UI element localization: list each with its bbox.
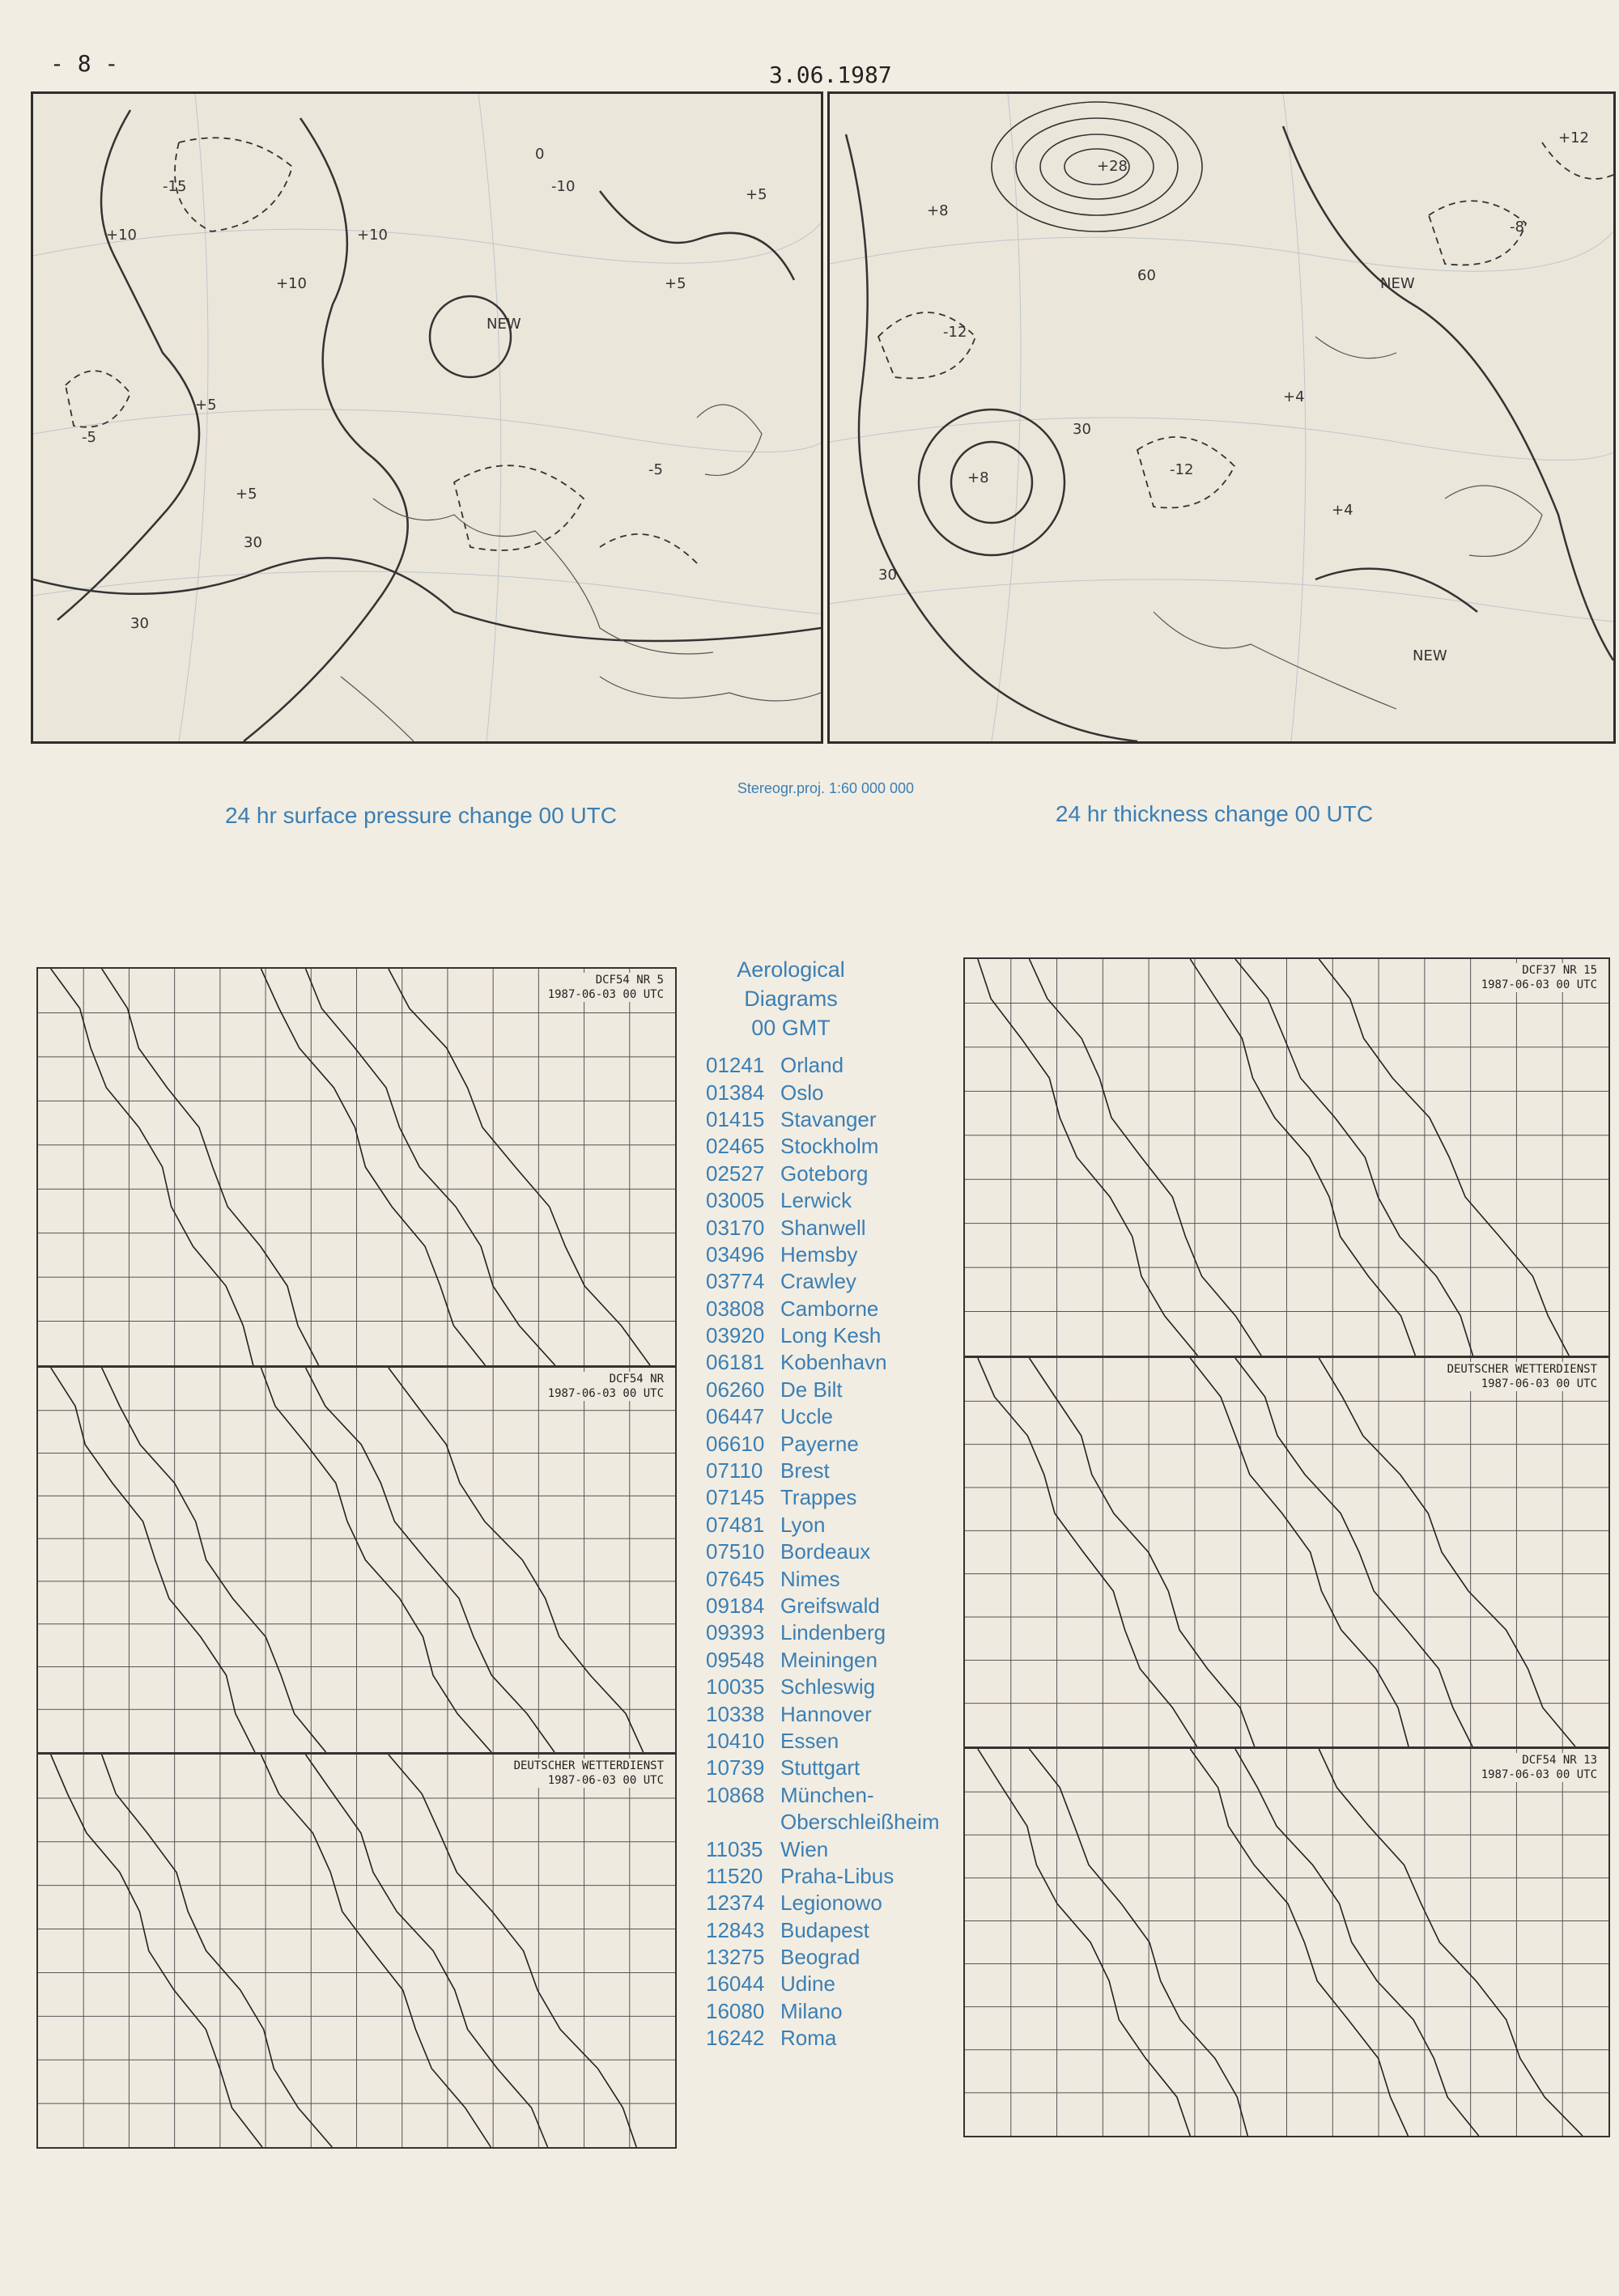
station-name: Budapest: [780, 1917, 869, 1942]
station-row: [706, 1700, 973, 1727]
station-row: [706, 1296, 973, 1322]
station-name: Oslo: [780, 1080, 824, 1105]
aerological-diagram: [963, 1356, 1610, 1748]
station-row: [706, 1512, 973, 1538]
legend-title: Aerological Diagrams 00 GMT: [737, 957, 845, 1040]
station-row: [706, 1863, 973, 1890]
diagram-plot: [965, 959, 1608, 1356]
station-code: 01415: [706, 1106, 765, 1131]
station-row: [706, 1755, 973, 1781]
svg-text:+5: +5: [665, 275, 686, 292]
station-code: 01384: [706, 1080, 765, 1105]
svg-text:NEW: NEW: [1413, 647, 1447, 664]
station-code: 02527: [706, 1161, 765, 1186]
svg-text:30: 30: [244, 534, 262, 551]
svg-text:-10: -10: [551, 178, 576, 195]
station-name: Camborne: [780, 1296, 879, 1321]
projection-note: Stereogr.proj. 1:60 000 000: [737, 780, 915, 796]
left-map-caption: 24 hr surface pressure change 00 UTC: [224, 803, 618, 828]
station-code: 11520: [706, 1863, 763, 1888]
station-row: [706, 1971, 973, 1997]
station-name: Stavanger: [780, 1106, 877, 1131]
svg-text:60: 60: [1137, 267, 1156, 284]
aerological-diagram: [36, 1366, 677, 1754]
station-row: [706, 1430, 973, 1457]
svg-text:-8: -8: [1510, 219, 1524, 236]
station-code: 03774: [706, 1269, 765, 1294]
svg-text:-5: -5: [648, 461, 663, 478]
diagram-plot: [38, 969, 675, 1365]
aerological-diagram: [36, 967, 677, 1367]
station-name: Essen: [780, 1728, 839, 1753]
station-code: 10035: [706, 1674, 765, 1700]
station-name: Hannover: [780, 1701, 872, 1726]
station-row: [706, 1484, 973, 1511]
station-code: 06181: [706, 1350, 765, 1375]
station-code: 09184: [706, 1594, 765, 1618]
station-name: Lerwick: [780, 1188, 852, 1213]
station-code: 10868: [706, 1782, 765, 1807]
svg-text:0: 0: [535, 146, 545, 163]
page-number: - 8 -: [50, 50, 119, 77]
station-code: 03920: [706, 1323, 765, 1348]
svg-text:+28: +28: [1097, 158, 1128, 175]
page-date: 3.06.1987: [769, 62, 892, 88]
right-map-caption: 24 hr thickness change 00 UTC: [1055, 801, 1374, 826]
station-row: [706, 1133, 973, 1160]
station-row: [706, 1349, 973, 1376]
station-name: Shanwell: [780, 1215, 866, 1240]
station-name: Goteborg: [780, 1161, 869, 1186]
station-name: Nimes: [780, 1566, 840, 1591]
station-code: 11035: [706, 1836, 763, 1861]
station-code: 09393: [706, 1620, 765, 1645]
station-name: Stockholm: [780, 1134, 879, 1159]
svg-text:+10: +10: [106, 227, 137, 244]
station-code: 06447: [706, 1404, 765, 1429]
station-row: [706, 1052, 973, 1079]
station-name: Payerne: [780, 1431, 859, 1456]
station-row: [706, 1214, 973, 1241]
svg-text:-15: -15: [163, 178, 187, 195]
station-code: 10739: [706, 1755, 765, 1780]
station-name: De Bilt: [780, 1377, 843, 1402]
station-row: [706, 1836, 973, 1862]
station-name: Uccle: [780, 1404, 834, 1429]
station-row: [706, 1403, 973, 1430]
svg-text:+8: +8: [927, 202, 949, 219]
diagram-label: DCF37 NR 15 1987-06-03 00 UTC: [1478, 963, 1600, 992]
station-name: Brest: [780, 1458, 830, 1483]
station-code: 01241: [706, 1053, 765, 1078]
station-code: 06260: [706, 1377, 765, 1402]
station-name: Beograd: [780, 1945, 860, 1970]
diagram-plot: [38, 1755, 675, 2147]
station-row: [706, 1322, 973, 1349]
pressure-map-drawing: [33, 94, 821, 741]
station-row: [706, 1161, 973, 1187]
station-row: [706, 1106, 973, 1133]
station-name: Trappes: [780, 1485, 857, 1510]
station-name: Bordeaux: [780, 1539, 871, 1564]
station-code: 03808: [706, 1296, 765, 1321]
station-row: [706, 2025, 973, 2052]
station-legend: [706, 955, 973, 2052]
svg-text:+10: +10: [357, 227, 388, 244]
station-row: [706, 1377, 973, 1403]
station-row: [706, 1538, 973, 1565]
page-header: [0, 47, 1619, 88]
station-row: [706, 1890, 973, 1916]
station-code: 06610: [706, 1431, 765, 1456]
station-code: 13275: [706, 1945, 765, 1970]
station-name: München-: [780, 1782, 874, 1807]
diagram-plot: [965, 1749, 1608, 2136]
station-row: [706, 1241, 973, 1268]
svg-text:+5: +5: [195, 397, 217, 414]
station-code: 16242: [706, 2026, 765, 2051]
diagram-label: DCF54 NR 5 1987-06-03 00 UTC: [545, 973, 667, 1002]
station-row: [706, 1728, 973, 1755]
station-code: 03170: [706, 1215, 765, 1240]
station-row: [706, 1187, 973, 1214]
station-code: 03005: [706, 1188, 765, 1213]
station-name: Schleswig: [780, 1674, 876, 1700]
station-name: Legionowo: [780, 1891, 882, 1916]
diagram-label: DEUTSCHER WETTERDIENST 1987-06-03 00 UTC: [511, 1759, 667, 1788]
svg-text:+12: +12: [1558, 129, 1589, 146]
station-name: Crawley: [780, 1269, 856, 1294]
station-code: 07145: [706, 1485, 765, 1510]
svg-text:+5: +5: [746, 186, 767, 203]
diagram-label: DCF54 NR 13 1987-06-03 00 UTC: [1478, 1753, 1600, 1782]
svg-text:+4: +4: [1283, 388, 1305, 405]
station-row: [706, 1268, 973, 1295]
thickness-map-drawing: [830, 94, 1613, 741]
station-row: [706, 1809, 973, 1836]
svg-text:-5: -5: [82, 429, 96, 446]
station-row: [706, 1647, 973, 1674]
station-row: [706, 1998, 973, 2025]
aerological-diagram: [36, 1753, 677, 2149]
station-row: [706, 1619, 973, 1646]
station-name: Greifswald: [780, 1594, 880, 1618]
station-row: [706, 1944, 973, 1971]
station-name: Milano: [780, 1998, 843, 2023]
aerological-diagram: [963, 957, 1610, 1357]
station-name: Orland: [780, 1053, 844, 1078]
station-name: Roma: [780, 2026, 837, 2051]
station-code: 10410: [706, 1728, 765, 1753]
station-name: Stuttgart: [780, 1755, 860, 1780]
station-code: 07110: [706, 1458, 763, 1483]
station-row: [706, 1079, 973, 1106]
station-row: [706, 1565, 973, 1592]
diagram-plot: [38, 1368, 675, 1752]
diagram-plot: [965, 1358, 1608, 1746]
svg-text:-12: -12: [1170, 461, 1194, 478]
svg-text:+5: +5: [236, 486, 257, 503]
station-row: [706, 1674, 973, 1700]
svg-text:+4: +4: [1332, 502, 1353, 519]
station-name: Lindenberg: [780, 1620, 886, 1645]
station-row: [706, 1458, 973, 1484]
station-code: 03496: [706, 1241, 765, 1267]
station-name: Kobenhavn: [780, 1350, 887, 1375]
station-name: Lyon: [780, 1512, 826, 1537]
svg-text:NEW: NEW: [487, 316, 521, 333]
station-row: [706, 1917, 973, 1944]
aerological-diagram: [963, 1747, 1610, 2137]
diagram-label: DEUTSCHER WETTERDIENST 1987-06-03 00 UTC: [1444, 1362, 1600, 1391]
station-code: 16044: [706, 1971, 765, 1997]
station-name: Wien: [780, 1836, 829, 1861]
station-row: [706, 1593, 973, 1619]
svg-text:+8: +8: [967, 469, 989, 486]
station-name: Hemsby: [780, 1241, 858, 1267]
svg-text:+10: +10: [276, 275, 307, 292]
thickness-change-map: [827, 91, 1616, 744]
station-code: 09548: [706, 1647, 765, 1672]
station-name: Long Kesh: [780, 1323, 882, 1348]
station-name: Udine: [780, 1971, 835, 1997]
svg-text:30: 30: [1073, 421, 1091, 438]
station-code: 12843: [706, 1917, 765, 1942]
diagram-label: DCF54 NR 1987-06-03 00 UTC: [545, 1372, 667, 1401]
svg-text:NEW: NEW: [1380, 275, 1415, 292]
station-code: 02465: [706, 1134, 765, 1159]
station-name: Meiningen: [780, 1647, 877, 1672]
station-code: 10338: [706, 1701, 765, 1726]
station-name: Praha-Libus: [780, 1863, 894, 1888]
station-row: [706, 1782, 973, 1809]
svg-text:-12: -12: [943, 324, 967, 341]
station-code: 16080: [706, 1998, 765, 2023]
station-code: 07510: [706, 1539, 765, 1564]
svg-text:30: 30: [878, 567, 897, 584]
station-name: Oberschleißheim: [780, 1810, 940, 1835]
station-code: 12374: [706, 1891, 765, 1916]
station-code: 07481: [706, 1512, 765, 1537]
station-list: [706, 1052, 973, 2052]
svg-text:30: 30: [130, 615, 149, 632]
station-code: 07645: [706, 1566, 765, 1591]
surface-pressure-change-map: [31, 91, 823, 744]
